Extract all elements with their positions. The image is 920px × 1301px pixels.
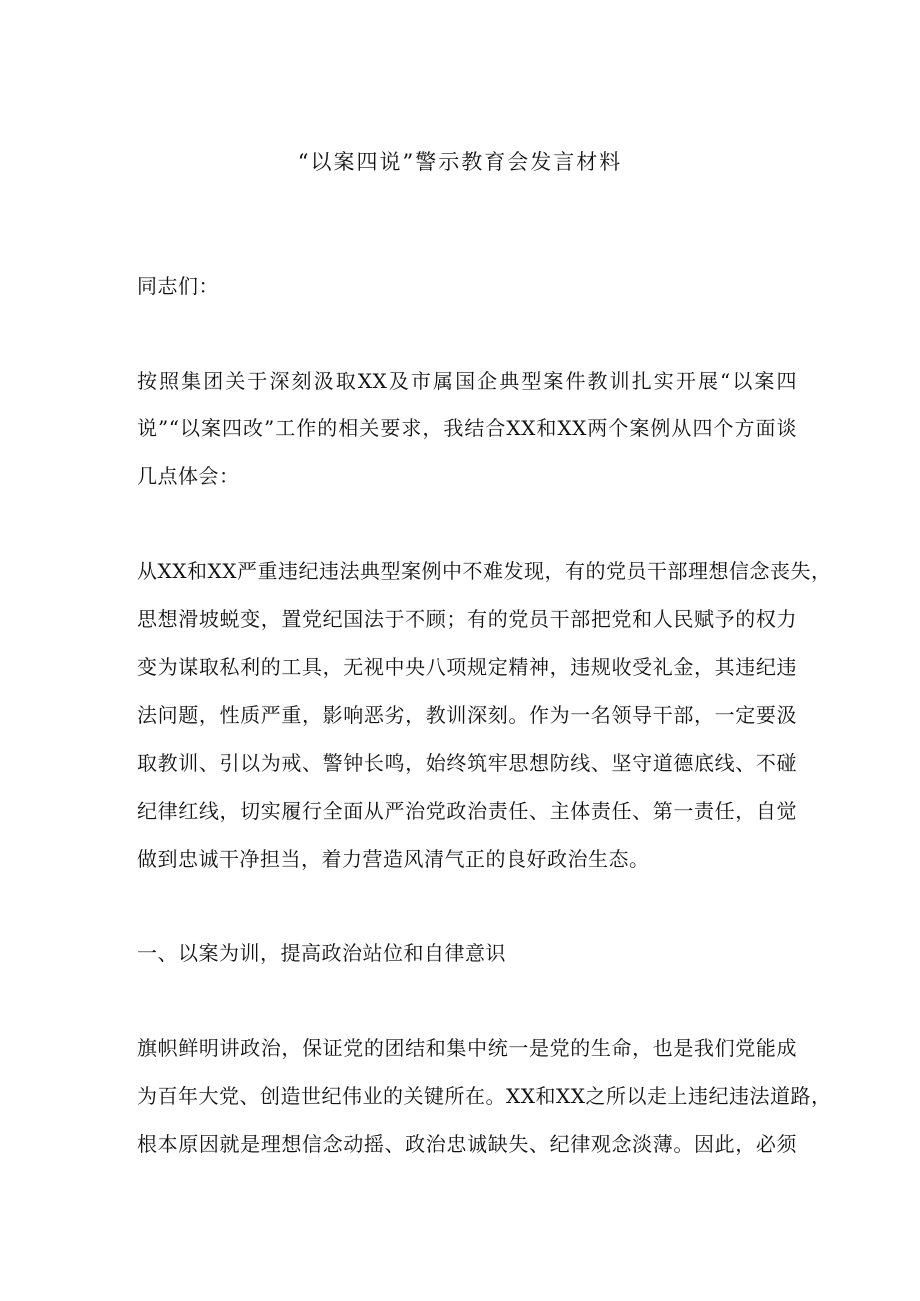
body-line: 取教训、引以为戒、警钟长鸣，始终筑牢思想防线、坚守道德底线、不碰 xyxy=(137,751,797,775)
body-line: 思想滑坡蜕变，置党纪国法于不顾；有的党员干部把党和人民赋予的权力 xyxy=(137,607,797,631)
body-line: 变为谋取私利的工具，无视中央八项规定精神，违规收受礼金，其违纪违 xyxy=(137,655,797,679)
salutation: 同志们： xyxy=(137,274,219,298)
section-line: 根本原因就是理想信念动摇、政治忠诚缺失、纪律观念淡薄。因此，必须 xyxy=(137,1132,797,1156)
body-line: 做到忠诚干净担当，着力营造风清气正的良好政治生态。 xyxy=(137,847,650,871)
body-line: 从XX和XX严重违纪违法典型案例中不难发现，有的党员干部理想信念丧失， xyxy=(137,559,832,583)
section-heading: 一、以案为训，提高政治站位和自律意识 xyxy=(137,941,506,965)
intro-line: 说”“以案四改”工作的相关要求，我结合XX和XX两个案例从四个方面谈 xyxy=(137,416,797,440)
body-line: 法问题，性质严重，影响恶劣，教训深刻。作为一名领导干部，一定要汲 xyxy=(137,703,797,727)
intro-line: 几点体会： xyxy=(137,464,240,488)
document-title: “以案四说”警示教育会发言材料 xyxy=(297,150,623,174)
intro-line: 按照集团关于深刻汲取XX及市属国企典型案件教训扎实开展“以案四 xyxy=(137,369,797,393)
body-line: 纪律红线，切实履行全面从严治党政治责任、主体责任、第一责任，自觉 xyxy=(137,799,797,823)
section-line: 旗帜鲜明讲政治，保证党的团结和集中统一是党的生命，也是我们党能成 xyxy=(137,1036,797,1060)
section-line: 为百年大党、创造世纪伟业的关键所在。XX和XX之所以走上违纪违法道路， xyxy=(137,1084,832,1108)
